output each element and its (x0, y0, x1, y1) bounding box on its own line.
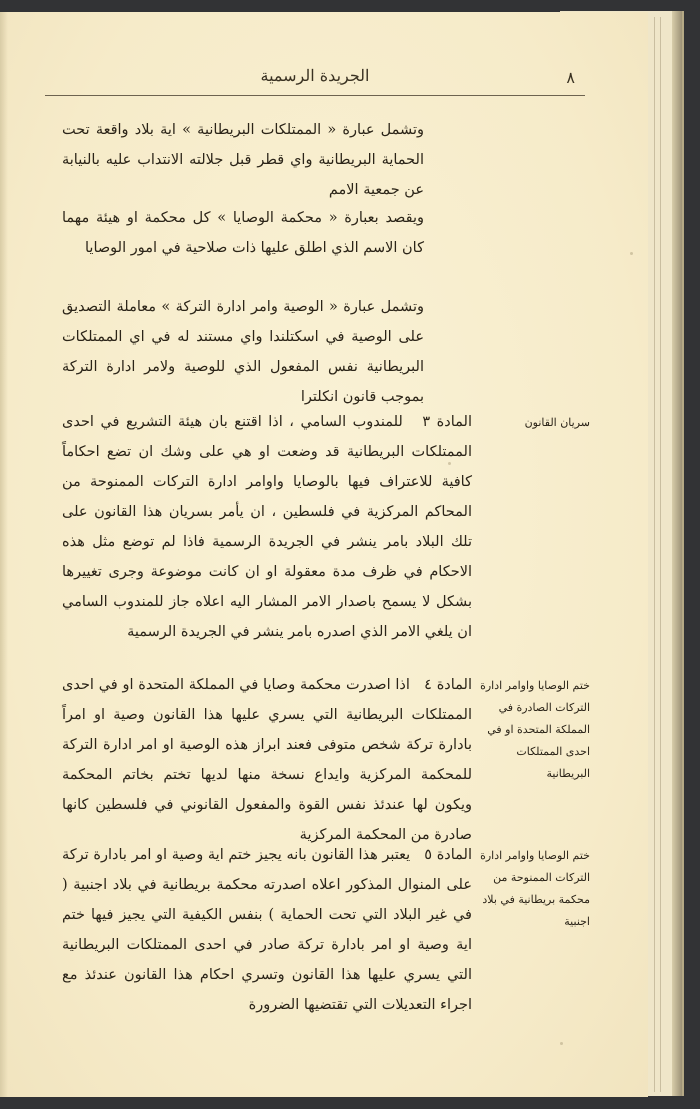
paper-speck (630, 252, 633, 255)
gutter-shadow (0, 12, 8, 1097)
article-label: المادة ٥ (424, 847, 473, 863)
article-body (62, 407, 472, 647)
article-body (62, 670, 472, 850)
margin-note-article-5: ختم الوصايا واوامر ادارة التركات الممنوحة من محكمة بريطانية في بلاد اجنبية (480, 849, 590, 928)
paragraph-text: وتشمل عبارة « الممتلكات البريطانية » اية بلاد واقعة تحت الحماية البريطانية واي قطر قبل جلالته الانتداب عليه بالنيابة عن جمعية الامم (62, 122, 424, 198)
journal-title: الجريدة الرسمية (260, 66, 370, 85)
paragraph-text: ويقصد بعبارة « محكمة الوصايا » كل محكمة او هيئة مهما كان الاسم الذي اطلق عليها ذات صلاحية في امور الوصايا (62, 210, 424, 256)
article-text: اذا اصدرت محكمة وصايا في المملكة المتحدة او في احدى الممتلكات البريطانية التي يسري عليها هذا القانون وصية او امراً بادارة تركة شخص متوفى فعند ابراز هذه الوصية او امر ادارة التركة للمحكمة المركزية وايداع نسخة منها لديها تختم بخاتم المحكمة ويكون لها عندئذ نفس القوة والمفعول القانوني في فلسطين كانها صادرة من المحكمة المركزية (62, 677, 472, 843)
page-number: ٨ (566, 68, 575, 87)
article-text: للمندوب السامي ، اذا اقتنع بان هيئة التشريع في احدى الممتلكات البريطانية قد وضعت او هي على وشك ان تضع احكاماً كافية للاعتراف فيها بالوصايا واوامر ادارة التركات الممنوحة من المحاكم المركزية في فلسطين ، ان يأمر بسريان هذا القانون على تلك البلاد بامر ينشر في الجريدة الرسمية فاذا لم توضع مثل هذه الاحكام في ظرف مدة معقولة او ان كانت موضوعة وجرى تغييرها بشكل لا يسمح باصدار الامر المشار اليه اعلاه جاز للمندوب السامي ان يلغي الامر الذي اصدره بامر ينشر في الجريدة الرسمية (62, 414, 472, 640)
article-5 (62, 840, 472, 1020)
paragraph-will-and-estate (62, 292, 472, 412)
paper-speck (560, 1042, 563, 1045)
article-4 (62, 670, 472, 850)
article-3 (62, 407, 472, 647)
article-text: يعتبر هذا القانون بانه يجيز ختم اية وصية او امر بادارة تركة على المنوال المذكور اعلاه اصدرته محكمة بريطانية في بلاد اجنبية ( في غير البلاد التي تحت الحماية ) بنفس الكيفية التي يجيز فيها ختم اية وصية او امر بادارة تركة صادر في احدى الممتلكات البريطانية التي يسري عليها هذا القانون وتسري احكام هذا القانون عندئذ مع اجراء التعديلات التي تقتضيها الضرورة (62, 847, 472, 1013)
paragraph-british-possessions (62, 115, 472, 205)
paper-speck (448, 462, 451, 465)
page-edge-line (660, 17, 661, 1092)
header-rule (45, 95, 585, 96)
paragraph-probate-court (62, 203, 472, 263)
running-head (45, 64, 585, 94)
margin-note-article-4: ختم الوصايا واوامر ادارة التركات الصادرة في المملكة المتحدة او في احدى الممتلكات البريطانية (480, 679, 590, 780)
article-label: المادة ٣ (422, 414, 472, 430)
paragraph-text: وتشمل عبارة « الوصية وامر ادارة التركة » معاملة التصديق على الوصية في اسكتلندا واي مستند له في اي الممتلكات البريطانية نفس المفعول الذي للوصية ولامر ادارة التركة بموجب قانون انكلترا (62, 299, 424, 405)
spine-shadow (672, 11, 682, 1096)
article-label: المادة ٤ (424, 677, 473, 693)
page-edge-line (654, 17, 655, 1092)
document-page (0, 12, 648, 1097)
margin-note-article-3: سريان القانون (524, 416, 590, 429)
article-body (62, 840, 472, 1020)
